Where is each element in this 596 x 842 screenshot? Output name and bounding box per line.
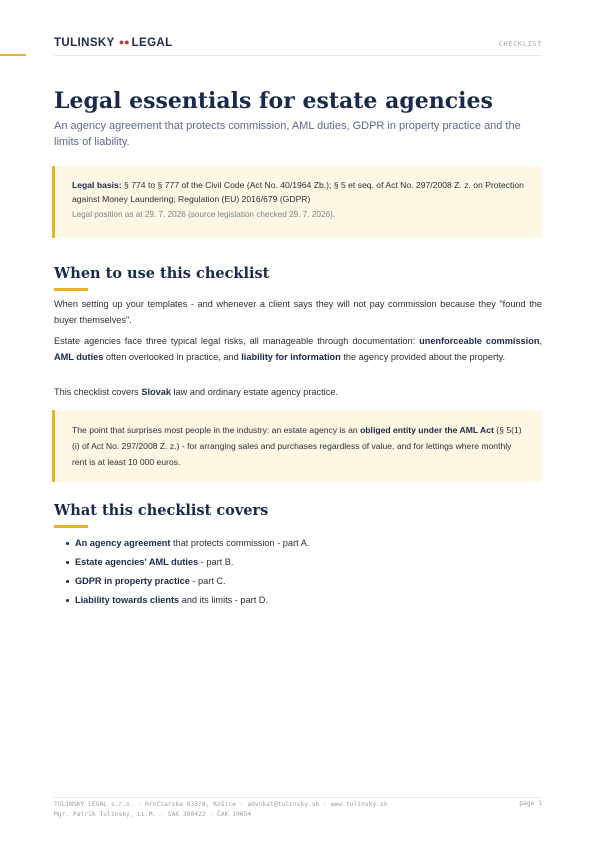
legal-basis-text: [72, 178, 524, 206]
page-header: [54, 36, 542, 56]
bold-obliged-entity: obliged entity under the AML Act: [360, 425, 494, 435]
list-item-rest: and its limits - part D.: [179, 595, 268, 605]
text-run: (§ 5(1) (i) of Act No. 297/2008 Z. z.) - for arranging sales and purchases regardless of value, and for lettings where monthly rent is at least 10 000 euros.: [72, 425, 522, 467]
list-item-rest: - part B.: [198, 557, 234, 567]
footer-company-line: TULINSKY LEGAL s.r.o. · Hrnčiarska 933/8, Košice · advokat@tulinsky.sk · www.tulinsky.sk: [54, 801, 388, 808]
list-item-rest: - part C.: [189, 576, 226, 586]
text-run: the agency provided about the property.: [340, 352, 506, 362]
section-heading-covers: What this checklist covers: [54, 502, 269, 519]
text-run: The point that surprises most people in the industry: an estate agency is an: [72, 425, 361, 435]
document-type-label: CHECKLIST: [498, 40, 542, 48]
text-run: often overlooked in practice, and: [103, 352, 242, 362]
legal-basis-box: [52, 166, 542, 238]
page-footer: [54, 797, 542, 820]
covers-list: [66, 534, 309, 610]
text-run: ,: [539, 336, 542, 346]
section-heading-accent: [54, 525, 88, 528]
text-run: Estate agencies face three typical legal risks, all manageable through documentation:: [54, 336, 420, 346]
footer-lawyer-line: Mgr. Patrik Tulinský, LL.M. · SAK 300422 · ČAK 19654: [54, 811, 252, 818]
brand-accent-bar: [0, 54, 26, 56]
legal-position-date: Legal position as at 29. 7. 2026 (source legislation checked 29. 7. 2026).: [72, 210, 336, 219]
page-subtitle: An agency agreement that protects commission, AML duties, GDPR in property practice and the limits of liability.: [54, 120, 521, 148]
list-item-bold: An agency agreement: [75, 538, 171, 548]
bold-liability-information: liability for information: [241, 352, 341, 362]
list-item-rest: that protects commission - part A.: [170, 538, 310, 548]
aml-note-box: [52, 410, 542, 482]
bold-unenforceable-commission: unenforceable commission: [419, 336, 540, 346]
brand-name-left: TULINSKY: [54, 37, 115, 49]
brand-dots-icon: ●●: [118, 37, 130, 47]
aml-note-text: [72, 422, 524, 470]
brand-name-right: LEGAL: [131, 37, 173, 49]
legal-basis-body: § 774 to § 777 of the Civil Code (Act No. 40/1964 Zb.); § 5 et seq. of Act No. 297/2008 Z. z. on Protection against Money Laundering; Regulation (EU) 2016/679 (GDPR): [72, 180, 524, 204]
paragraph-risks: [54, 333, 542, 365]
bold-aml-duties: AML duties: [54, 352, 104, 362]
list-item: [66, 591, 309, 610]
list-item: [66, 572, 309, 591]
list-item: [66, 553, 309, 572]
list-item-bold: GDPR in property practice: [75, 576, 190, 586]
list-item-bold: Liability towards clients: [75, 595, 180, 605]
section-heading-accent: [54, 288, 88, 291]
bold-slovak: Slovak: [141, 387, 171, 397]
section-heading-when: When to use this checklist: [54, 265, 270, 282]
text-run: This checklist covers: [54, 387, 142, 397]
legal-basis-label: Legal basis:: [72, 180, 122, 190]
page-title: Legal essentials for estate agencies: [54, 88, 493, 114]
text-run: law and ordinary estate agency practice.: [170, 387, 338, 397]
list-item: [66, 534, 309, 553]
brand-logo: [54, 37, 173, 49]
page-number: page 1: [519, 800, 542, 807]
list-item-bold: Estate agencies' AML duties: [75, 557, 199, 567]
paragraph-scope: [54, 384, 542, 400]
paragraph-when: When setting up your templates - and whenever a client says they will not pay commission because they "found the buyer themselves".: [54, 299, 542, 325]
